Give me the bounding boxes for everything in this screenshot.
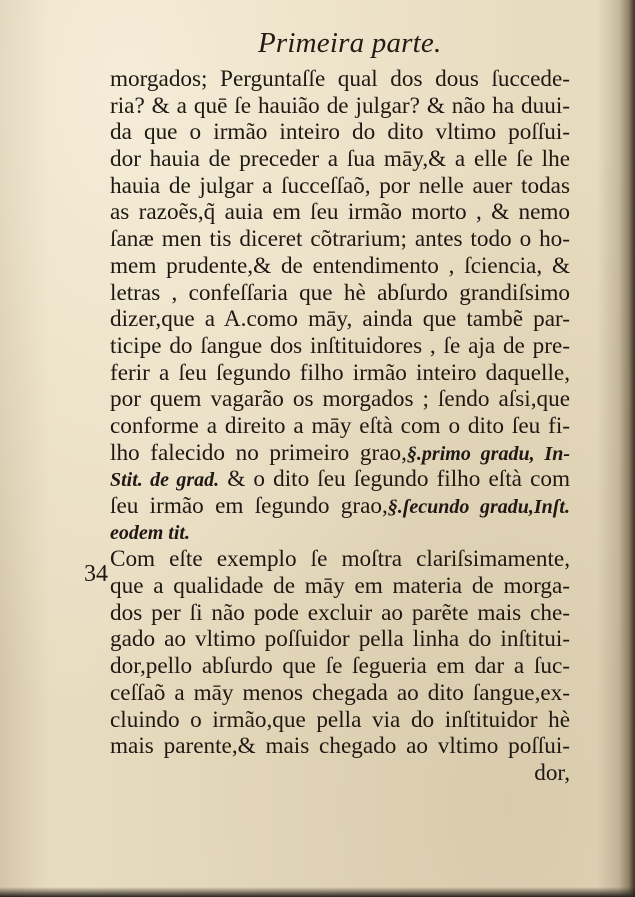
text-line: Com eſte exemplo ſe moſtra clariſsimamente, bbox=[110, 546, 570, 573]
text-line: as razoẽs,q̃ auia em ſeu irmão morto , & nemo bbox=[110, 199, 570, 226]
text-line: conforme a direito a māy eſtà com o dito ſeu fi- bbox=[110, 412, 570, 439]
legal-citation: §.ſecundo gradu,Inſt. bbox=[387, 496, 570, 518]
text-line: dor hauia de preceder a ſua māy,& a elle ſe lhe bbox=[110, 146, 570, 173]
text-line: cluindo o irmão,que pella via do inſtituidor hè bbox=[110, 706, 570, 733]
text-line: mem prudente,& de entendimento , ſciencia, & bbox=[110, 252, 570, 279]
text-line: dos per ſi não pode excluir ao parẽte mais che- bbox=[110, 599, 570, 626]
text-line: por quem vagarão os morgados ; ſendo aſsi,que bbox=[110, 386, 570, 413]
body-text bbox=[110, 66, 570, 787]
legal-citation: §.primo gradu, In- bbox=[406, 442, 570, 465]
text-line: da que o irmão inteiro do dito vltimo poſſui- bbox=[110, 119, 570, 146]
text-line-with-citation bbox=[110, 466, 570, 493]
text-segment: ſeu irmão em ſegundo grao, bbox=[110, 493, 388, 519]
text-line-with-citation bbox=[110, 493, 570, 520]
legal-citation: Stit. de grad. bbox=[110, 469, 220, 492]
text-line: mais parente,& mais chegado ao vltimo poſſui- bbox=[110, 733, 570, 760]
text-segment: & o dito ſeu ſegundo filho eſtà com bbox=[219, 466, 570, 493]
text-line: morgados; Perguntaſſe qual dos dous ſuccede- bbox=[110, 66, 570, 92]
legal-citation-line: eodem tit. bbox=[110, 521, 190, 544]
text-line: que a qualidade de māy em materia de morga- bbox=[110, 573, 570, 600]
text-line: ceſſaõ a māy menos chegada ao dito ſangue,ex- bbox=[110, 679, 570, 706]
text-line: letras , confeſſaria que hè abſurdo grandiſsimo bbox=[110, 279, 570, 306]
text-line: gado ao vltimo poſſuidor pella linha do inſtitui- bbox=[110, 626, 570, 653]
text-line: dizer,que a A.como māy, ainda que tambẽ par- bbox=[110, 306, 570, 333]
running-head: Primeira parte. bbox=[258, 27, 442, 59]
text-line-with-citation bbox=[110, 440, 570, 467]
text-line: ria? & a quē ſe hauião de julgar? & não ha duui- bbox=[110, 92, 570, 119]
paragraph-number: 34 bbox=[84, 561, 108, 587]
text-segment: lho falecido no primeiro grao, bbox=[110, 439, 407, 466]
text-line: dor,pello abſurdo que ſe ſegueria em dar a ſuc- bbox=[110, 653, 570, 680]
text-line: ferir a ſeu ſegundo filho irmão inteiro daquelle, bbox=[110, 359, 570, 386]
page-bottom-shadow bbox=[0, 887, 635, 897]
page-right-shadow bbox=[619, 0, 635, 897]
catchword: dor, bbox=[534, 759, 570, 786]
text-line: hauia de julgar a ſucceſſaõ, por nelle auer todas bbox=[110, 172, 570, 199]
text-line: ticipe do ſangue dos inſtituidores , ſe aja de pre- bbox=[110, 332, 570, 359]
text-line: ſanæ men tis diceret cõtrarium; antes todo o ho- bbox=[110, 226, 570, 253]
